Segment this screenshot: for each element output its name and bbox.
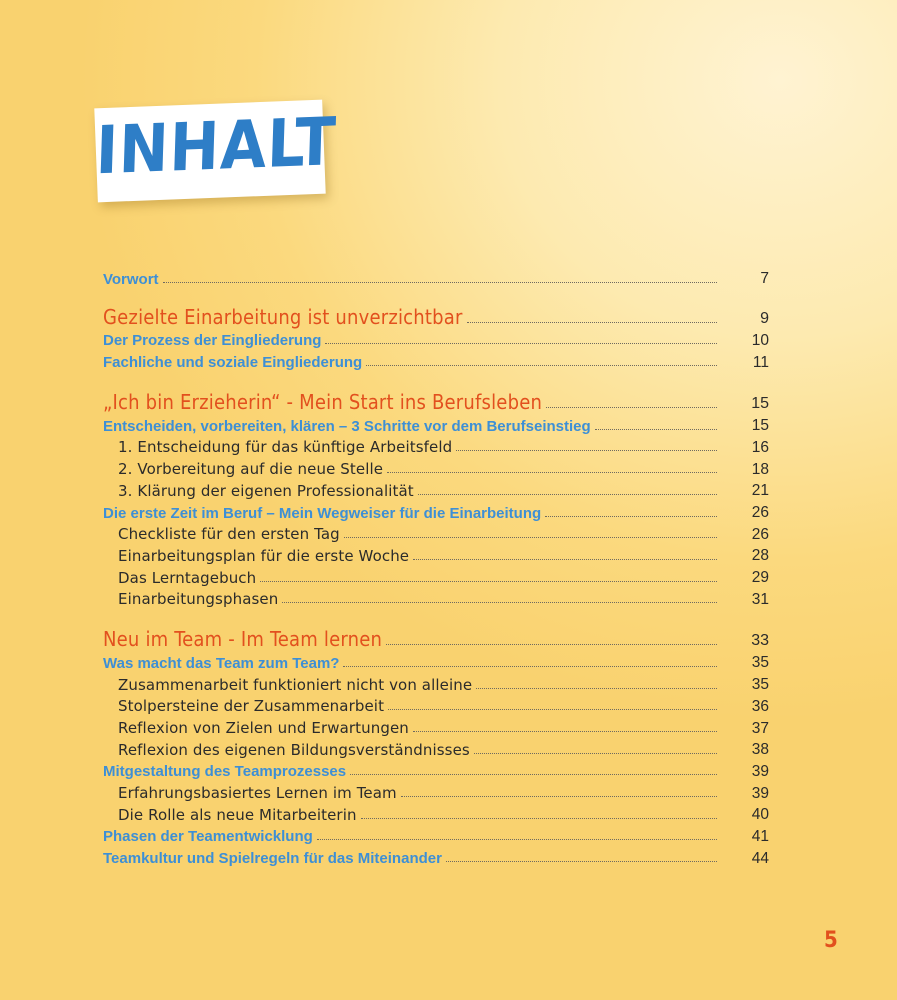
dot-leader — [325, 343, 717, 344]
toc-page-number: 36 — [751, 697, 769, 715]
toc-entry-label: 1. Entscheidung für das künftige Arbeitsfeld — [118, 438, 453, 457]
toc-entry-label: Checkliste für den ersten Tag — [118, 525, 340, 544]
toc-subentry[interactable] — [103, 714, 769, 736]
dot-leader — [366, 365, 717, 366]
toc-page-number: 10 — [751, 331, 769, 349]
dot-leader — [344, 537, 717, 538]
toc-subentry[interactable] — [103, 736, 769, 758]
dot-leader — [418, 494, 717, 495]
toc-subentry[interactable] — [103, 455, 769, 477]
toc-entry-label: Einarbeitungsphasen — [118, 590, 279, 609]
dot-leader — [260, 581, 717, 582]
toc-subentry[interactable] — [103, 542, 769, 564]
toc-chapter-1[interactable] — [103, 297, 769, 327]
toc-page-number: 9 — [760, 309, 769, 327]
dot-leader — [350, 774, 717, 775]
toc-entry-label: Phasen der Teamentwicklung — [103, 828, 313, 846]
toc-page-number: 38 — [751, 741, 769, 759]
chapter-title: Neu im Team - Im Team lernen — [103, 627, 383, 652]
toc-entry-label: Erfahrungsbasiertes Lernen im Team — [118, 784, 397, 803]
dot-leader — [401, 796, 717, 797]
dot-leader — [388, 709, 717, 710]
toc-entry[interactable] — [103, 758, 769, 780]
toc-entry[interactable] — [103, 649, 769, 671]
toc-subentry[interactable] — [103, 779, 769, 801]
toc-entry-label: Einarbeitungsplan für die erste Woche — [118, 546, 410, 565]
toc-page-number: 29 — [751, 569, 769, 587]
title-card — [94, 100, 338, 203]
dot-leader — [546, 407, 717, 408]
toc-entry-label: Die erste Zeit im Beruf – Mein Wegweiser für die Einarbeitung — [103, 504, 542, 522]
toc-entry-label: Vorwort — [103, 270, 159, 288]
dot-leader — [317, 839, 717, 840]
toc-page-number: 7 — [760, 270, 769, 288]
toc-entry[interactable] — [103, 844, 769, 866]
toc-page-number: 41 — [751, 827, 769, 845]
toc-page-number: 11 — [752, 353, 769, 371]
toc-page-number: 44 — [751, 849, 769, 867]
toc-entry-label: Was macht das Team zum Team? — [103, 654, 340, 672]
toc-page-number: 39 — [751, 784, 769, 802]
toc-entry-label: 2. Vorbereitung auf die neue Stelle — [118, 460, 384, 479]
toc-page-number: 15 — [751, 417, 769, 435]
toc-subentry[interactable] — [103, 586, 769, 608]
toc-page-number: 37 — [751, 719, 769, 737]
toc-page-number: 35 — [751, 676, 769, 694]
toc-subentry[interactable] — [103, 521, 769, 543]
toc-page-number: 39 — [751, 762, 769, 780]
chapter-title: „Ich bin Erzieherin“ - Mein Start ins Berufsleben — [103, 390, 543, 415]
toc-subentry[interactable] — [103, 477, 769, 499]
toc-entry[interactable] — [103, 412, 769, 434]
toc-entry-label: Zusammenarbeit funktioniert nicht von alleine — [118, 675, 473, 694]
toc-entry-label: Das Lerntagebuch — [118, 568, 257, 587]
toc-subentry[interactable] — [103, 434, 769, 456]
dot-leader — [545, 516, 717, 517]
toc-entry-label: Stolpersteine der Zusammenarbeit — [118, 697, 385, 716]
toc-entry[interactable] — [103, 499, 769, 521]
dot-leader — [163, 282, 717, 283]
dot-leader — [446, 861, 717, 862]
toc-entry[interactable] — [103, 823, 769, 845]
dot-leader — [456, 450, 717, 451]
toc-page-number: 31 — [751, 590, 769, 608]
dot-leader — [282, 602, 717, 603]
dot-leader — [476, 688, 717, 689]
dot-leader — [467, 322, 717, 323]
toc-page-number: 16 — [751, 438, 769, 456]
toc-entry-label: Mitgestaltung des Teamprozesses — [103, 763, 347, 781]
toc-entry-label: Fachliche und soziale Eingliederung — [103, 354, 363, 372]
toc-chapter-3[interactable] — [103, 619, 769, 652]
dot-leader — [387, 472, 717, 473]
page-title: INHALT — [94, 103, 338, 190]
toc-page-number: 35 — [751, 654, 769, 672]
toc-page-number: 33 — [751, 632, 769, 650]
toc-subentry[interactable] — [103, 671, 769, 693]
dot-leader — [413, 731, 717, 732]
page-number: 5 — [824, 928, 838, 953]
dot-leader — [595, 429, 717, 430]
dot-leader — [343, 666, 717, 667]
toc-subentry[interactable] — [103, 693, 769, 715]
toc-subentry[interactable] — [103, 801, 769, 823]
toc-entry-label: Reflexion des eigenen Bildungsverständnisses — [118, 740, 470, 759]
toc-chapter-2[interactable] — [103, 382, 769, 415]
toc-entry-label: Teamkultur und Spielregeln für das Miteinander — [103, 850, 442, 868]
toc-subentry[interactable] — [103, 564, 769, 586]
toc-entry-label: 3. Klärung der eigenen Professionalität — [118, 481, 414, 500]
toc-entry-label: Reflexion von Zielen und Erwartungen — [118, 719, 409, 737]
toc-entry-vorwort[interactable] — [103, 265, 769, 287]
toc-entry-label: Entscheiden, vorbereiten, klären – 3 Schritte vor dem Berufseinstieg — [103, 417, 591, 435]
toc-entry[interactable] — [103, 327, 769, 349]
toc-entry-label: Der Prozess der Eingliederung — [103, 332, 322, 350]
chapter-title: Gezielte Einarbeitung ist unverzichtbar — [103, 304, 463, 329]
dot-leader — [413, 559, 717, 560]
toc-page-number: 18 — [751, 460, 769, 478]
toc-page-number: 28 — [751, 547, 769, 565]
dot-leader — [386, 644, 717, 645]
toc-page-number: 15 — [751, 395, 769, 413]
toc-entry[interactable] — [103, 348, 769, 370]
dot-leader — [474, 753, 717, 754]
toc-page-number: 21 — [751, 482, 769, 500]
table-of-contents — [103, 265, 769, 866]
toc-entry-label: Die Rolle als neue Mitarbeiterin — [118, 805, 357, 824]
dot-leader — [361, 818, 717, 819]
toc-page-number: 26 — [751, 504, 769, 521]
toc-page-number: 40 — [751, 806, 769, 824]
toc-page-number: 26 — [751, 525, 769, 543]
